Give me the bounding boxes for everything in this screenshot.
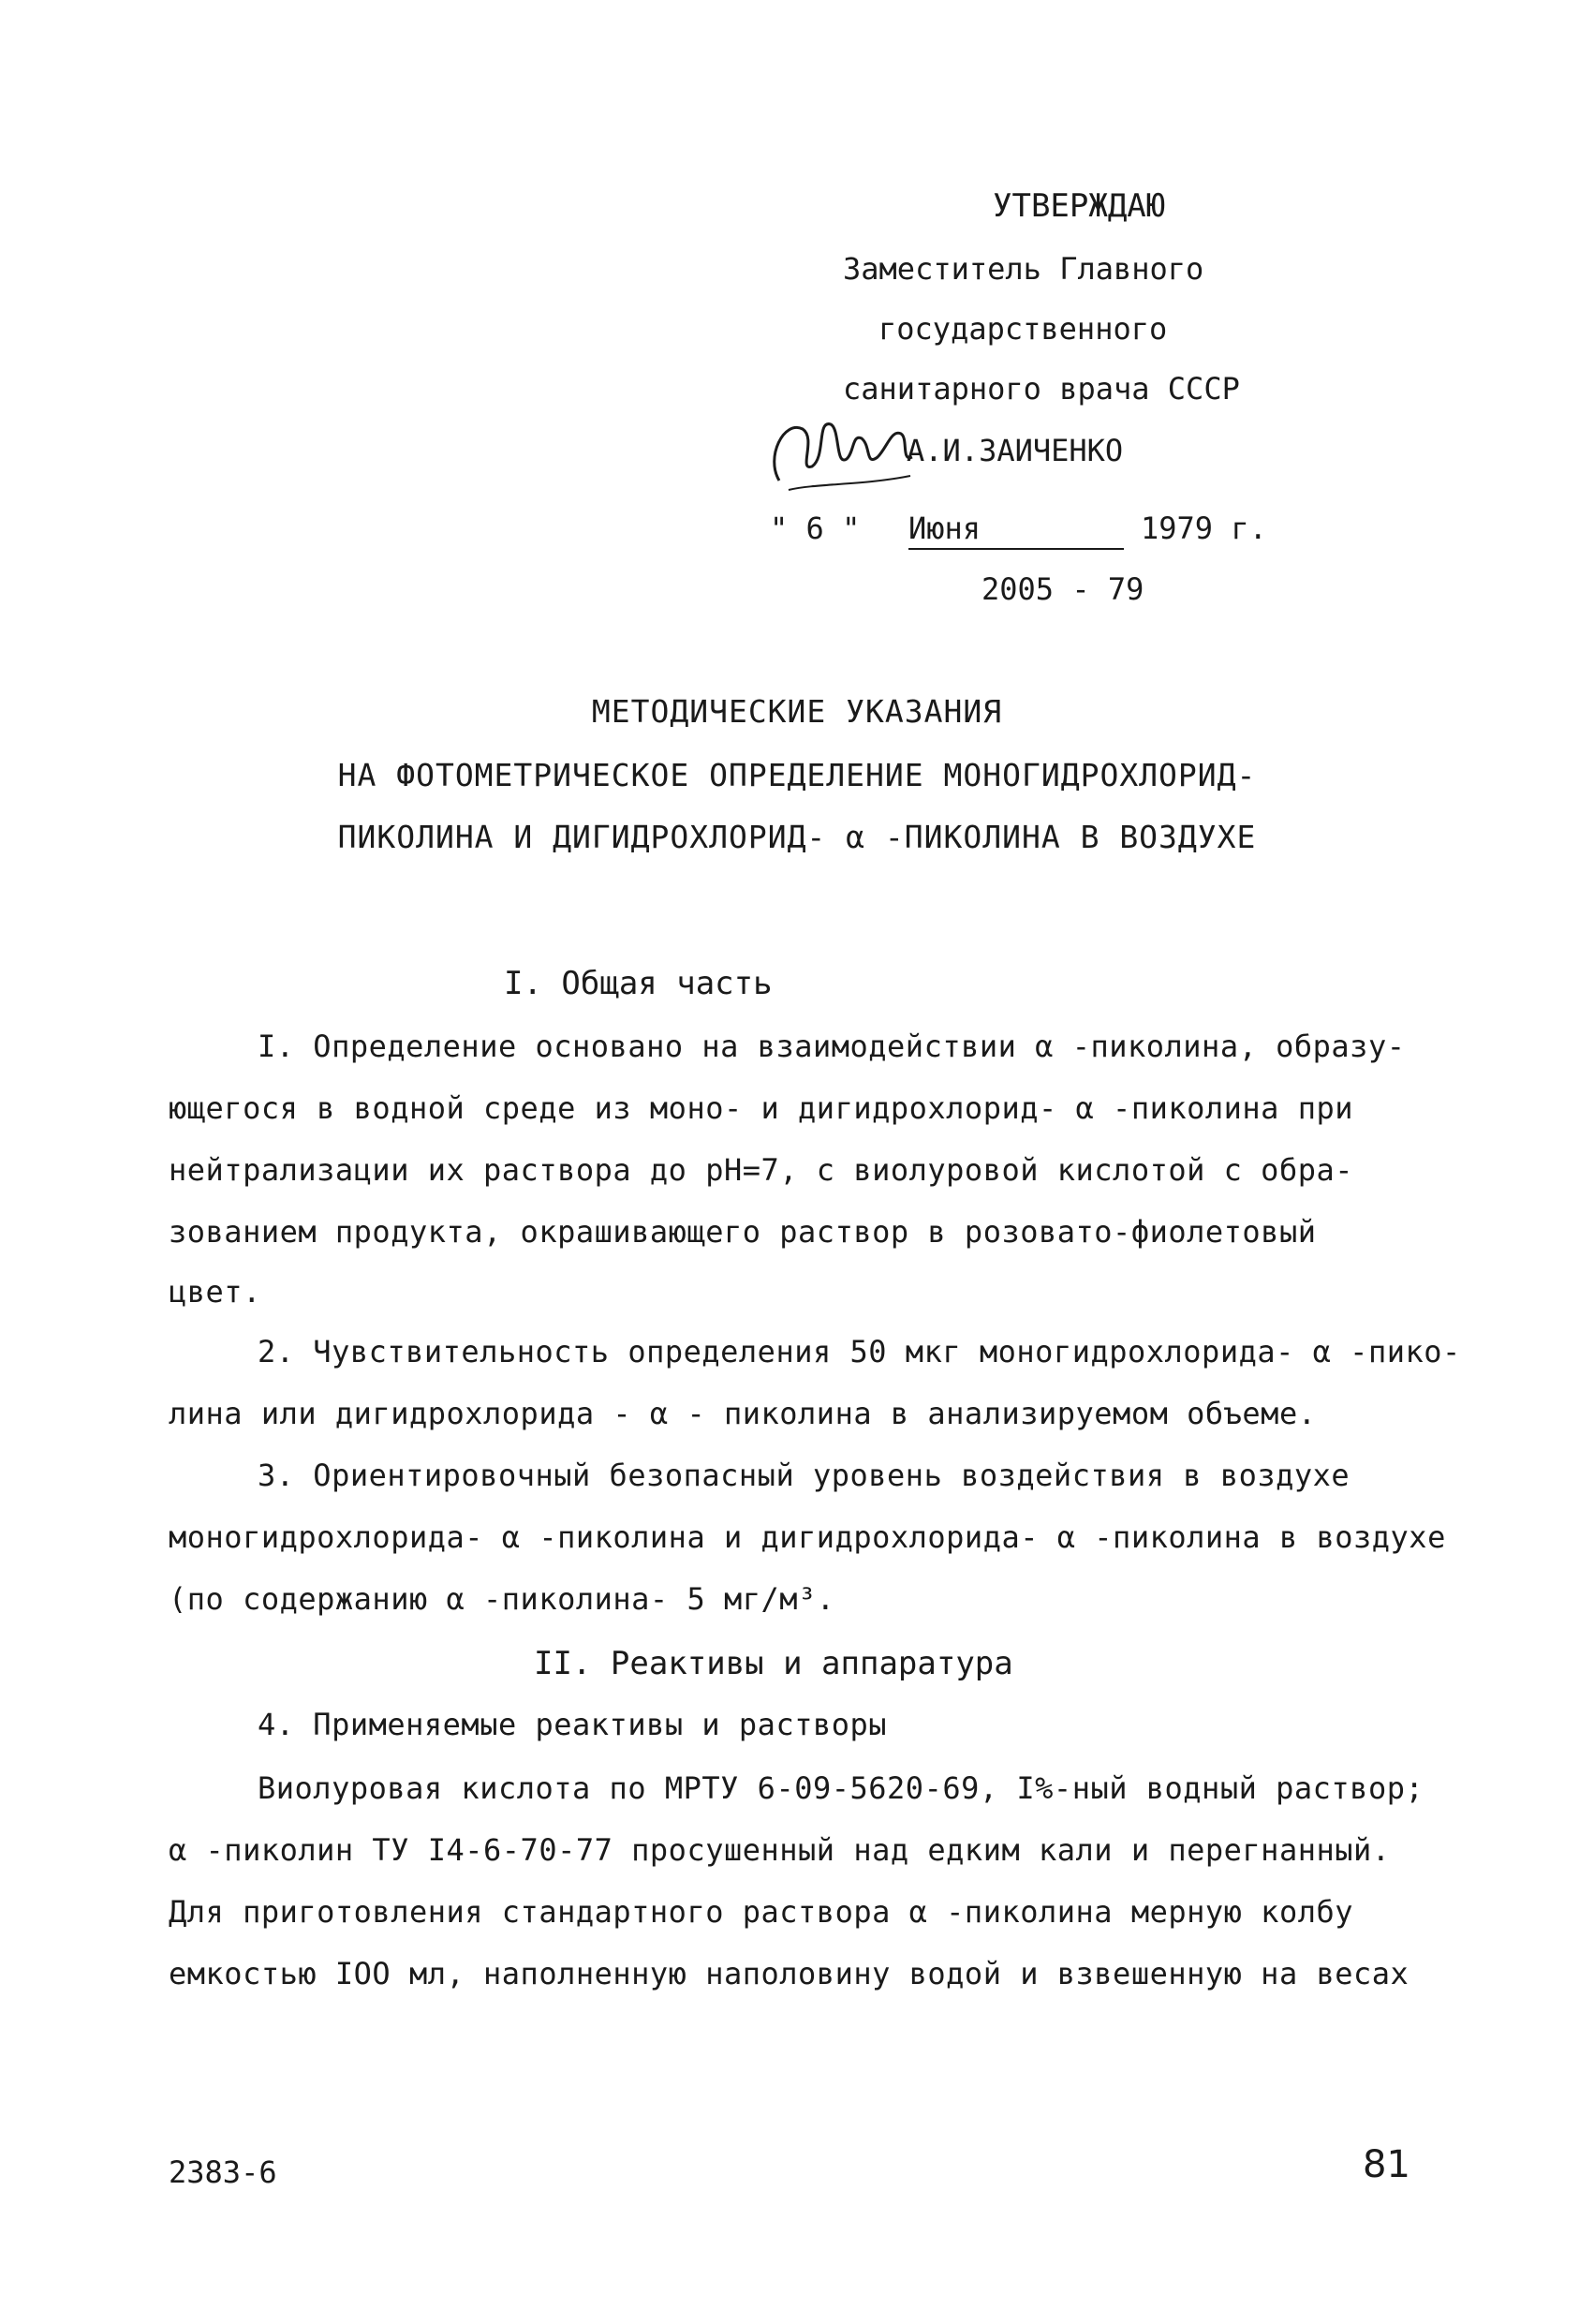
section-1-line: (по содержанию α -пиколина- 5 мг/м³. [169,1581,835,1617]
page-number: 81 [1363,2143,1410,2186]
document-number: 2005 - 79 [981,571,1144,607]
section-1-line: нейтрализации их раствора до pH=7, с виолуровой кислотой с обра- [169,1152,1353,1188]
section-1-line: I. Определение основано на взаимодействии α -пиколина, образу- [258,1029,1406,1064]
section-2-heading: II. Реактивы и аппаратура [534,1645,1013,1682]
approval-title: УТВЕРЖДАЮ [993,187,1166,225]
approval-line-1: Заместитель Главного [843,251,1204,287]
section-1-line: моногидрохлорида- α -пиколина и дигидрохлорида- α -пиколина в воздухе [169,1519,1446,1555]
section-2-line: емкостью IOO мл, наполненную наполовину водой и взвешенную на весах [169,1956,1410,1991]
section-1-line: зованием продукта, окрашивающего раствор в розовато-фиолетовый [169,1214,1317,1250]
section-1-line: ющегося в водной среде из моно- и дигидрохлорид- α -пиколина при [169,1090,1353,1126]
approval-date-month [908,511,1124,550]
title-line-1: МЕТОДИЧЕСКИЕ УКАЗАНИЯ [591,693,1003,730]
section-2-line: Для приготовления стандартного раствора α -пиколина мерную колбу [169,1894,1353,1930]
approval-line-3: санитарного врача СССР [843,371,1240,407]
section-1-line: 3. Ориентировочный безопасный уровень воздействия в воздухе [258,1458,1350,1493]
signature [760,401,920,504]
approval-name: А.И.ЗАИЧЕНКО [907,433,1124,468]
section-2-line: Виолуровая кислота по МРТУ 6-09-5620-69, I%-ный водный раствор; [258,1770,1424,1806]
approval-date-day: " 6 " [770,511,861,546]
section-1-line: лина или дигидрохлорида - α - пиколина в анализируемом объеме. [169,1396,1317,1431]
approval-line-2: государственного [878,311,1168,347]
approval-date-year: 1979 г. [1141,511,1267,546]
title-line-3: ПИКОЛИНА И ДИГИДРОХЛОРИД- α -ПИКОЛИНА В ВОЗДУХЕ [337,819,1257,855]
section-1-line: цвет. [169,1274,261,1310]
section-1-line: 2. Чувствительность определения 50 мкг моногидрохлорида- α -пико- [258,1334,1461,1369]
approval-date-month-text: Июня [908,511,1124,550]
title-line-2: НА ФОТОМЕТРИЧЕСКОЕ ОПРЕДЕЛЕНИЕ МОНОГИДРОХЛОРИД- [337,757,1257,793]
section-2-line: α -пиколин ТУ I4-6-70-77 просушенный над едким кали и перегнанный. [169,1832,1391,1868]
section-2-subheading: 4. Применяемые реактивы и растворы [258,1707,888,1742]
section-1-heading: I. Общая часть [504,965,773,1002]
footer-code: 2383-6 [169,2154,277,2190]
